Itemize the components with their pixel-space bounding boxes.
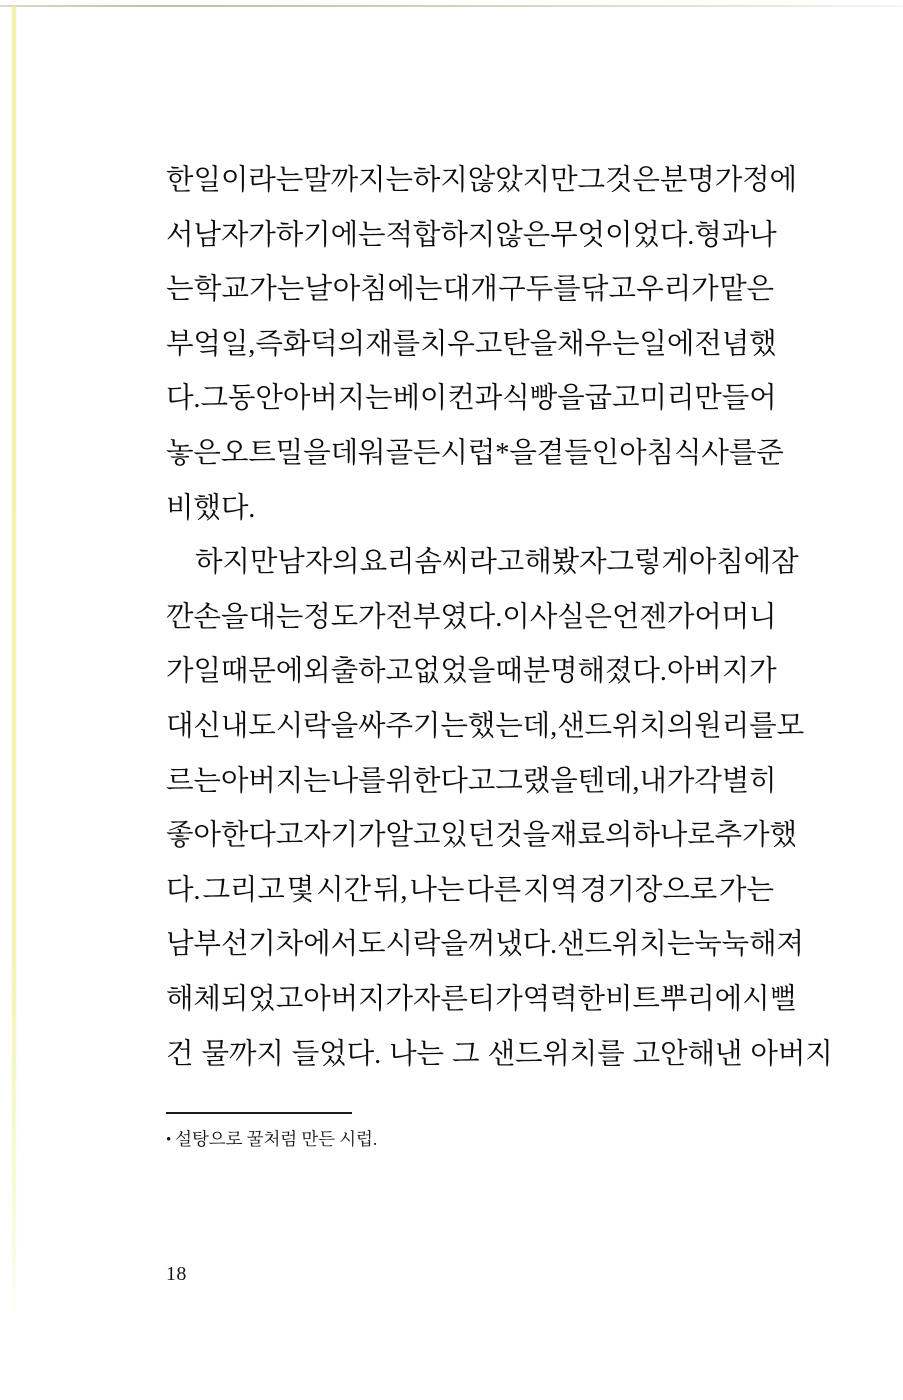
text-run: 준 — [756, 437, 784, 469]
text-run: 했는데, — [467, 710, 558, 742]
text-run: 손을 — [193, 601, 249, 633]
text-run: 미리 — [639, 383, 695, 415]
text-run: 치우고 — [419, 328, 503, 360]
text-run: 이 — [502, 601, 530, 633]
text-line — [166, 263, 774, 318]
text-run: 다. — [166, 874, 201, 906]
text-run: 형과 — [694, 219, 750, 251]
text-run: 티가 — [467, 983, 523, 1015]
text-run: 하나로 — [632, 820, 715, 852]
page-number: 18 — [166, 1263, 187, 1285]
text-run: 오트밀을 — [220, 437, 331, 469]
text-run: 데워 — [330, 437, 386, 469]
text-line — [166, 755, 777, 810]
text-run: 적합하지 — [385, 219, 496, 251]
text-line — [166, 427, 784, 482]
text-run: 식사를 — [673, 437, 757, 469]
text-run: 대신 — [166, 710, 221, 742]
text-run: 뿌리에 — [659, 983, 743, 1015]
text-run: 그랬을 — [495, 765, 578, 797]
text-run: 분명해졌다. — [522, 656, 667, 688]
text-run: 아버지가 — [666, 656, 777, 688]
text-line — [166, 973, 797, 1028]
text-run: 날 — [304, 274, 333, 306]
paragraph-1 — [166, 154, 797, 536]
text-run: 그리고 — [202, 874, 285, 906]
text-run: 르는 — [166, 765, 221, 797]
text-run: 싸주기는 — [358, 710, 468, 742]
text-run: 일이라는 — [193, 165, 304, 196]
text-run: 역력한 — [522, 983, 605, 1015]
text-run: 경기장으로 — [579, 874, 718, 906]
text-run: 도시락을 — [248, 710, 359, 742]
text-run: 만들어 — [694, 383, 777, 415]
text-run: 가정에 — [714, 165, 797, 196]
text-run: 맡은 — [719, 274, 774, 306]
text-run: 놓은 — [166, 437, 221, 469]
text-run: 샌드위치의 — [557, 710, 695, 742]
text-line: 건 물까지 들었다. 나는 그 샌드위치를 고안해낸 아버지 — [166, 1038, 833, 1070]
text-run: 부엌일, — [166, 328, 256, 360]
text-run: 골든시럽*을 — [385, 437, 537, 469]
text-run: 남자가 — [193, 219, 276, 251]
text-run: 하지 — [412, 165, 468, 196]
text-run: 그것은 — [577, 165, 660, 196]
text-run: 남자의 — [277, 547, 360, 579]
text-run: 않았지만 — [467, 165, 578, 196]
text-run: 비트 — [604, 983, 660, 1015]
text-run: 내 — [220, 710, 249, 742]
text-line: 비했다. — [166, 492, 256, 524]
text-run: 뒤, — [372, 874, 408, 906]
text-run: 때 — [495, 656, 523, 688]
text-run: 학교 — [193, 274, 249, 306]
footnote-marker: • — [166, 1132, 172, 1148]
text-run: 탄을 — [502, 328, 558, 360]
text-run: 아침 — [619, 437, 674, 469]
text-run: 샌드위치는 — [557, 929, 695, 961]
text-run: 베이컨과 — [392, 383, 503, 415]
text-run: 솜씨라고 — [414, 547, 525, 579]
text-run: 사실은 — [529, 601, 612, 633]
body-text-block — [166, 154, 833, 1082]
text-run: 하지만 — [195, 547, 278, 579]
text-run: 내가 — [639, 765, 695, 797]
text-line — [166, 700, 804, 755]
text-run: 전부였다. — [385, 601, 503, 633]
text-run: 잠 — [771, 547, 799, 579]
text-run: 대개 — [442, 274, 498, 306]
text-run: 알고 — [385, 820, 441, 852]
text-run: 아버지가 — [303, 983, 413, 1015]
text-run: 그렇게 — [606, 547, 689, 579]
text-run: 곁들인 — [536, 437, 620, 469]
text-line — [166, 864, 774, 919]
text-run: 그동안 — [200, 383, 283, 415]
text-run: 텐데, — [577, 765, 640, 797]
text-run: 도시락을 — [358, 929, 468, 961]
text-run: 있던 — [440, 820, 496, 852]
footnote — [166, 1126, 666, 1153]
text-run: 일 — [193, 656, 221, 688]
text-run: 않은 — [495, 219, 551, 251]
scan-edge-top-artifact — [0, 5, 903, 7]
text-run: 해체되었고 — [166, 983, 304, 1015]
text-run: 닦고 — [580, 274, 636, 306]
text-run: 아버지는 — [220, 765, 331, 797]
text-run: 굽고 — [584, 383, 640, 415]
text-run: 외출하고 — [303, 656, 413, 688]
text-run: 가는 — [719, 874, 774, 906]
text-run: 나는 — [409, 874, 465, 906]
text-line — [166, 591, 777, 646]
text-run: 깐 — [166, 601, 194, 633]
text-run: 다른 — [466, 874, 522, 906]
text-run: 남부선 — [166, 929, 249, 961]
text-run: 재를 — [365, 328, 420, 360]
text-run: 기차에서 — [248, 929, 359, 961]
text-run: 눅눅해져 — [694, 929, 804, 961]
text-run: 시뻘 — [742, 983, 797, 1015]
text-run: 무엇이었다. — [550, 219, 695, 251]
text-run: 는 — [166, 274, 194, 306]
text-run: 정도가 — [303, 601, 386, 633]
text-run: 자기가 — [303, 820, 386, 852]
text-run: 식빵을 — [502, 383, 585, 415]
text-run: 자른 — [412, 983, 468, 1015]
text-run: 해봤자 — [524, 547, 607, 579]
text-run: 언젠가 — [611, 601, 695, 633]
text-line — [166, 318, 777, 373]
text-run: 한 — [166, 165, 194, 196]
footnote-text: 설탕으로 꿀처럼 만든 시럽. — [175, 1129, 378, 1149]
text-run: 나 — [749, 219, 777, 251]
text-run: 나를 — [330, 765, 386, 797]
text-run: 요리 — [359, 547, 415, 579]
text-run: 분명 — [659, 165, 715, 196]
text-run: 몇 — [286, 874, 315, 906]
text-run: 대는 — [248, 601, 304, 633]
text-run: 아버지는 — [282, 383, 393, 415]
text-run: 것을 — [495, 820, 551, 852]
text-run: 아침에는 — [332, 274, 443, 306]
text-run: 즉 — [255, 328, 283, 360]
text-run: 모 — [776, 710, 804, 742]
text-line — [166, 154, 797, 209]
text-run: 우리가 — [636, 274, 719, 306]
text-run: 시간 — [316, 874, 371, 906]
paragraph-2 — [166, 536, 833, 1082]
text-run: 가는 — [249, 274, 305, 306]
text-run: 서 — [166, 219, 194, 251]
text-run: 하기에는 — [275, 219, 386, 251]
text-run: 화덕의 — [282, 328, 366, 360]
scan-edge-left-artifact — [12, 6, 16, 1322]
text-run: 위한다고 — [385, 765, 496, 797]
text-line — [166, 645, 777, 700]
text-run: 때문에 — [220, 656, 304, 688]
text-run: 구두를 — [498, 274, 581, 306]
text-run: 꺼냈다. — [467, 929, 558, 961]
text-run: 다. — [166, 383, 201, 415]
text-run: 추가했 — [714, 820, 797, 852]
text-run: 재료의 — [550, 820, 633, 852]
text-run: 가 — [166, 656, 194, 688]
text-run: 지역 — [523, 874, 578, 906]
text-run: 어머니 — [694, 601, 777, 633]
text-run: 아침에 — [688, 547, 772, 579]
text-line — [166, 918, 804, 973]
footnote-separator-rule — [166, 1112, 352, 1114]
text-run: 말까지는 — [303, 165, 413, 196]
text-run: 전념했 — [694, 328, 777, 360]
text-run: 채우는 — [557, 328, 640, 360]
text-run: 일에 — [639, 328, 695, 360]
text-line — [166, 372, 777, 427]
text-run: 좋아한다고 — [166, 820, 304, 852]
text-run: 각별히 — [694, 765, 777, 797]
text-line — [166, 209, 777, 264]
text-run: 없었을 — [412, 656, 496, 688]
text-line — [166, 809, 797, 864]
text-line — [166, 536, 799, 591]
text-run: 원리를 — [694, 710, 777, 742]
